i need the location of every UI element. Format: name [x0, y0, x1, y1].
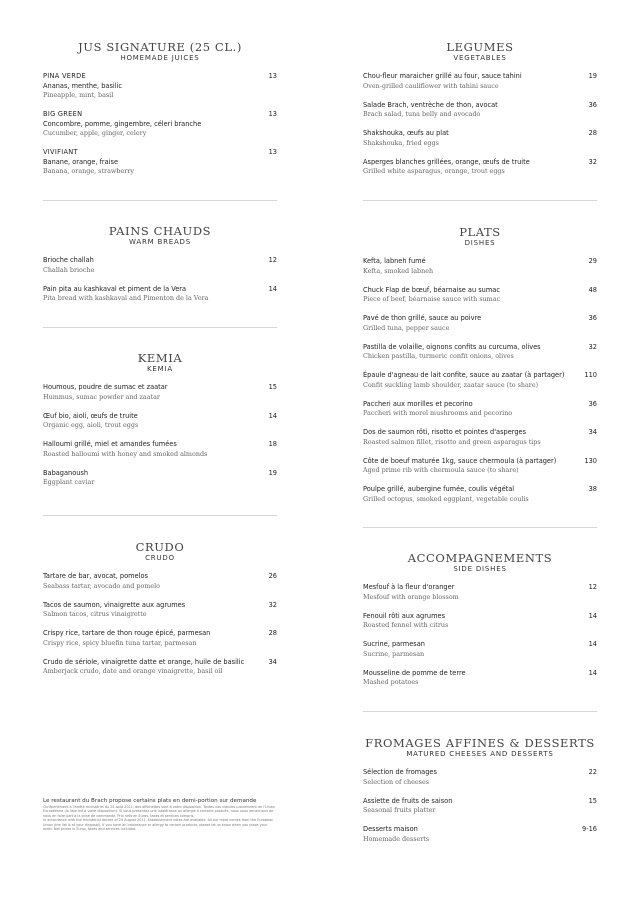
item-name: Concombre, pomme, gingembre, céleri branche	[43, 119, 202, 128]
item-description: Mesfouf with orange blossom	[363, 592, 459, 601]
footer-body-en: In accordance with the ministerial decree of 24 August 2011, Establishment notes are available. All our meat comes from the European Union (the list is at your disposal). If you have an intolerance or allergy to certain products, please let us know when you place your order. Net prices in Euros, taxes and services included.	[43, 818, 274, 832]
section-title: FROMAGES AFFINES & DESSERTS	[365, 736, 595, 750]
item-price: 14	[588, 611, 597, 620]
item-price: 34	[268, 657, 277, 666]
item-label: BIG GREEN	[43, 110, 83, 118]
item-price: 22	[588, 768, 597, 776]
item-description: Amberjack crudo, date and orange vinaigrette, basil oil	[43, 667, 223, 675]
item-description: Sucrine, parmesan	[363, 649, 425, 658]
menu-item	[363, 286, 597, 305]
item-price: 13	[268, 148, 277, 156]
menu-item	[43, 469, 277, 488]
item-name: Fenouil rôti aux agrumes	[363, 611, 446, 620]
menu-item	[43, 148, 277, 177]
item-name: Sucrine, parmesan	[363, 640, 425, 648]
item-price: 19	[268, 468, 277, 477]
item-description: Selection of cheeses	[363, 777, 430, 786]
item-description: Banana, orange, strawberry	[43, 167, 134, 175]
item-description: Roasted halloumi with honey and smoked almonds	[43, 449, 208, 458]
item-description: Crispy rice, spicy bluefin tuna tartar, parmesan	[43, 638, 197, 647]
item-price: 18	[268, 440, 277, 448]
item-price: 15	[268, 383, 277, 391]
item-description: Oven-grilled cauliflower with tahini sauce	[363, 81, 499, 90]
menu-item	[363, 768, 597, 787]
section-subtitle: MATURED CHEESES AND DESSERTS	[406, 750, 554, 758]
section-title: PLATS	[459, 225, 501, 239]
item-description: Grilled tuna, pepper sauce	[363, 323, 450, 332]
item-price: 13	[268, 72, 277, 80]
item-price: 32	[268, 600, 277, 609]
item-price: 26	[268, 572, 277, 580]
section-title: LEGUMES	[446, 40, 514, 54]
menu-item	[43, 440, 277, 459]
item-description: Eggplant caviar	[43, 478, 95, 486]
item-description: Confit suckling lamb shoulder, zaatar sauce (to share)	[363, 380, 539, 389]
item-description: Seasonal fruits platter	[363, 806, 436, 814]
item-price: 32	[588, 157, 597, 166]
menu-item	[363, 400, 597, 419]
item-name: Halloumi grillé, miel et amandes fumées	[43, 440, 177, 448]
section-subtitle: KEMIA	[147, 365, 173, 373]
item-price: 36	[588, 399, 597, 408]
item-description: Homemade desserts	[363, 834, 430, 843]
section-legumes	[363, 41, 597, 186]
item-name: Tacos de saumon, vinaigrette aux agrumes	[43, 600, 186, 609]
section-divider	[363, 711, 597, 712]
section-plats	[363, 226, 597, 514]
item-price: 29	[588, 257, 597, 265]
item-name: Desserts maison	[363, 825, 418, 833]
menu-item	[363, 825, 597, 844]
item-price: 38	[588, 485, 597, 493]
item-name: Épaule d'agneau de lait confite, sauce au zaatar (à partager)	[363, 371, 565, 379]
section-title: CRUDO	[135, 540, 185, 554]
item-price: 48	[588, 285, 597, 294]
item-description: Roasted fennel with citrus	[363, 621, 449, 629]
item-description: Kefta, smoked labneh	[363, 266, 434, 275]
item-name: Crudo de sériole, vinaigrette datte et orange, huile de basilic	[43, 657, 245, 666]
menu-item	[43, 72, 277, 101]
menu-item	[363, 72, 597, 91]
item-name: Asperges blanches grillées, orange, œufs de truite	[363, 157, 530, 166]
menu-item	[363, 343, 597, 362]
menu-item	[43, 110, 277, 139]
item-description: Pineapple, mint, basil	[43, 91, 114, 99]
item-name: Assiette de fruits de saison	[363, 796, 453, 805]
item-price: 14	[588, 640, 597, 648]
item-name: Kefta, labneh fumé	[363, 257, 426, 265]
item-name: Mousseline de pomme de terre	[363, 668, 466, 677]
footer-title: Le restaurant du Brach propose certains plats en demi-portion sur demande	[43, 798, 257, 804]
menu-item	[43, 383, 277, 402]
item-name: Houmous, poudre de sumac et zaatar	[43, 383, 168, 391]
item-name: Babaganoush	[43, 468, 89, 477]
menu-item	[363, 158, 597, 177]
item-name: Paccheri aux morilles et pecorino	[363, 399, 473, 408]
item-name: Pastilla de volaille, oignons confits au curcuma, olives	[363, 342, 541, 351]
section-title: JUS SIGNATURE (25 CL.)	[78, 40, 242, 54]
section-crudo	[43, 541, 277, 686]
item-name: Brioche challah	[43, 256, 94, 264]
section-divider	[43, 200, 277, 201]
item-name: Mesfouf à la fleur d'oranger	[363, 583, 455, 591]
menu-item	[363, 797, 597, 816]
section-subtitle: DISHES	[464, 239, 496, 247]
item-price: 19	[588, 72, 597, 80]
item-description: Hummus, sumac powder and zaatar	[43, 392, 160, 401]
section-subtitle: CRUDO	[145, 554, 175, 562]
menu-footer	[43, 797, 277, 831]
item-name: Œuf bio, aioli, œufs de truite	[43, 411, 138, 420]
section-subtitle: VEGETABLES	[453, 54, 507, 62]
item-price: 32	[588, 342, 597, 351]
item-description: Chicken pastilla, turmeric confit onions, olives	[363, 352, 514, 360]
item-price: 36	[588, 100, 597, 109]
item-name: Ananas, menthe, basilic	[43, 81, 123, 90]
item-name: Chuck Flap de bœuf, béarnaise au sumac	[363, 285, 500, 294]
item-description: Pita bread with kashkaval and Pimenton de la Vera	[43, 294, 209, 302]
menu-item	[363, 257, 597, 276]
item-description: Grilled white asparagus, orange, trout eggs	[363, 167, 505, 175]
item-description: Seabass tartar, avocado and pomelo	[43, 581, 161, 590]
section-kemia	[43, 352, 277, 497]
menu-item	[43, 285, 277, 304]
item-name: Chou-fleur maraicher grillé au four, sauce tahini	[363, 72, 522, 80]
menu-item	[363, 314, 597, 333]
menu-item	[363, 669, 597, 688]
section-pains	[43, 225, 277, 313]
item-description: Brach salad, tuna belly and avocado	[363, 110, 481, 118]
section-title: KEMIA	[137, 351, 183, 365]
item-description: Paccheri with morel mushrooms and pecorino	[363, 409, 513, 417]
section-accompagnements	[363, 552, 597, 697]
item-name: Tartare de bar, avocat, pomelos	[43, 572, 148, 580]
section-subtitle: SIDE DISHES	[453, 565, 507, 573]
menu-item	[363, 428, 597, 447]
item-price: 12	[588, 583, 597, 591]
item-price: 14	[588, 668, 597, 677]
section-divider	[43, 327, 277, 328]
section-title: ACCOMPAGNEMENTS	[407, 551, 553, 565]
section-subtitle: WARM BREADS	[129, 238, 191, 246]
section-divider	[43, 515, 277, 516]
menu-item	[43, 601, 277, 620]
menu-item	[363, 583, 597, 602]
item-description: Mashed potatoes	[363, 678, 419, 686]
menu-item	[363, 129, 597, 148]
item-price: 130	[584, 456, 597, 465]
section-title: PAINS CHAUDS	[108, 224, 212, 238]
footer-body-fr: Conformément à l'arrêté ministériel du 24 août 2011, des affichettes sont à votre disposition. Toutes nos viandes proviennent de l'Union Européenne (la liste est à votre disposition). Si vous présentez une intolérance ou allergie à certains produits, nous vous remercions de nous en faire part à la prise de commande. Prix nets en Euros, taxes et services compris.	[43, 805, 275, 818]
menu-item	[363, 612, 597, 631]
item-price: 15	[588, 796, 597, 805]
item-name: Salade Brach, ventrèche de thon, avocat	[363, 100, 498, 109]
menu-item	[43, 572, 277, 591]
section-fromages	[363, 737, 597, 854]
item-description: Salmon tacos, citrus vinaigrette	[43, 610, 147, 618]
item-description: Shakshouka, fried eggs	[363, 138, 439, 147]
item-name: Dos de saumon rôti, risotto et pointes d'asperges	[363, 428, 527, 436]
section-divider	[363, 527, 597, 528]
menu-item	[363, 101, 597, 120]
item-price: 9-16	[582, 825, 597, 833]
item-name: Crispy rice, tartare de thon rouge épicé, parmesan	[43, 629, 211, 637]
menu-item	[43, 658, 277, 677]
item-name: Poulpe grillé, aubergine fumée, coulis végétal	[363, 485, 515, 493]
item-name: Shakshouka, œufs au plat	[363, 129, 449, 137]
item-name: Côte de boeuf maturée 1kg, sauce chermoula (à partager)	[363, 456, 557, 465]
item-description: Grilled octopus, smoked eggplant, vegetable coulis	[363, 494, 529, 503]
menu-item	[43, 629, 277, 648]
item-name: Pavé de thon grillé, sauce au poivre	[363, 314, 482, 322]
item-price: 36	[588, 314, 597, 322]
menu-item	[363, 640, 597, 659]
item-label: VIVIFIANT	[43, 148, 78, 156]
menu-item	[363, 371, 597, 390]
item-price: 14	[268, 411, 277, 420]
item-name: Banane, orange, fraise	[43, 157, 119, 166]
item-name: Pain pita au kashkaval et piment de la Vera	[43, 284, 187, 293]
item-description: Challah brioche	[43, 265, 95, 274]
item-price: 12	[268, 256, 277, 264]
section-divider	[363, 200, 597, 201]
item-description: Roasted salmon fillet, risotto and green asparagus tips	[363, 437, 541, 446]
item-price: 28	[588, 129, 597, 137]
item-price: 14	[268, 284, 277, 293]
item-description: Organic egg, aioli, trout eggs	[43, 421, 139, 429]
item-price: 34	[588, 428, 597, 436]
item-name: Sélection de fromages	[363, 768, 437, 776]
item-price: 28	[268, 629, 277, 637]
item-price: 13	[268, 110, 277, 118]
section-jus	[43, 41, 277, 186]
item-description: Cucumber, apple, ginger, celery	[43, 129, 147, 137]
section-subtitle: HOMEMADE JUICES	[120, 54, 200, 62]
menu-item	[363, 485, 597, 504]
menu-item	[363, 457, 597, 476]
item-description: Piece of beef, béarnaise sauce with sumac	[363, 295, 501, 303]
item-description: Aged prime rib with chermoula sauce (to share)	[363, 466, 519, 474]
item-price: 110	[584, 371, 597, 379]
item-label: PINA VERDE	[43, 72, 86, 80]
menu-item	[43, 256, 277, 275]
menu-item	[43, 412, 277, 431]
